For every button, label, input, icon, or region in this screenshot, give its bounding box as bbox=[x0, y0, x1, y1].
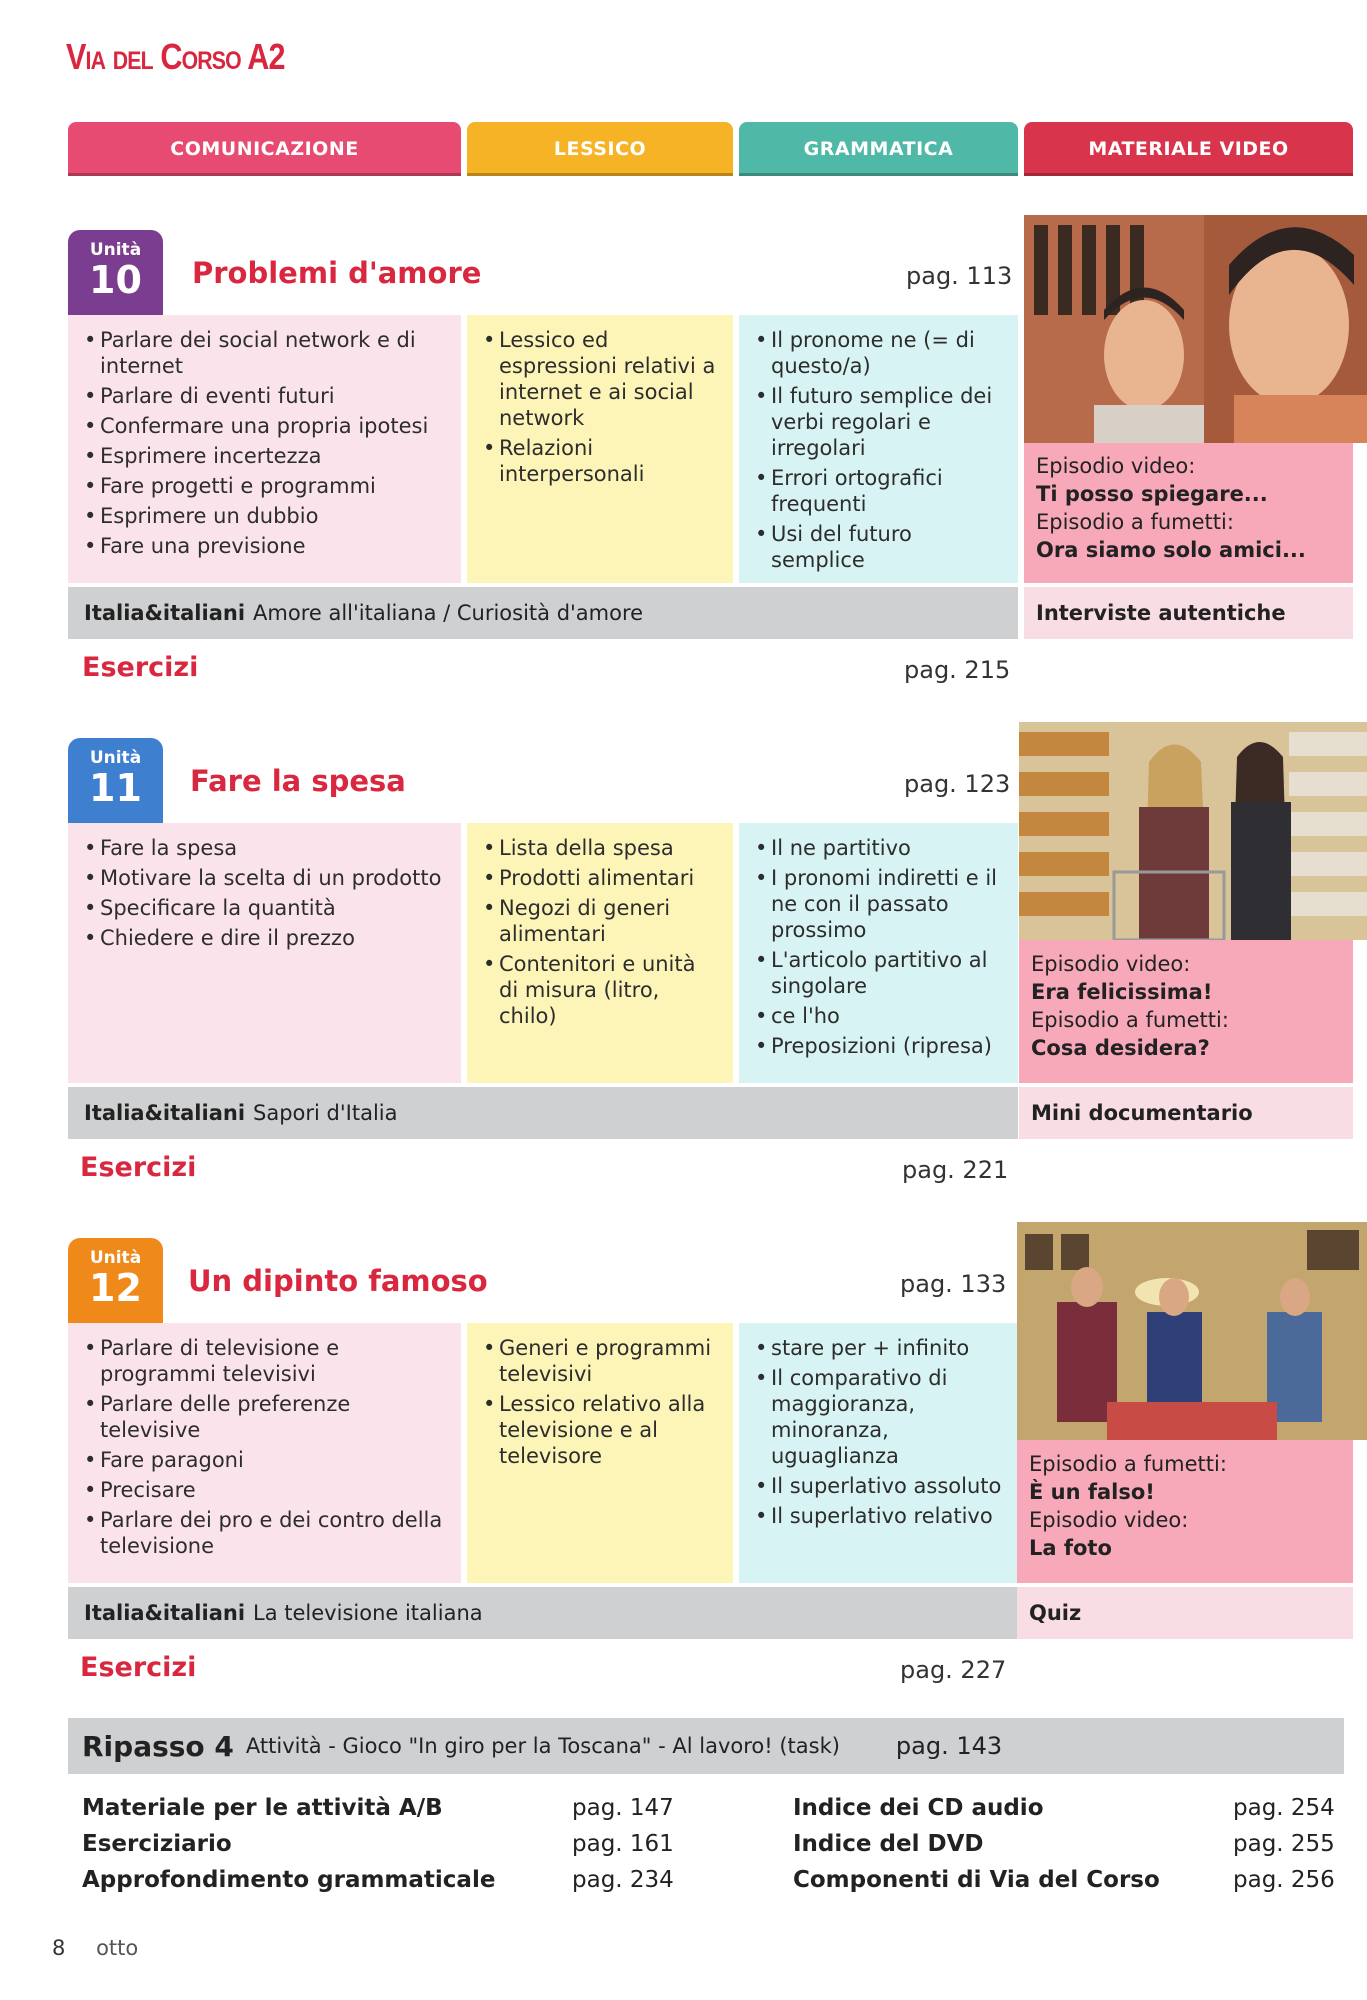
list-item: • Fare progetti e programmi bbox=[82, 473, 449, 499]
video-extra: Mini documentario bbox=[1019, 1087, 1353, 1139]
esercizi-label: Esercizi bbox=[80, 1652, 197, 1683]
comic-title: Cosa desidera? bbox=[1031, 1036, 1210, 1060]
index-page: pag. 234 bbox=[572, 1867, 674, 1893]
unit-title: Fare la spesa bbox=[190, 764, 406, 798]
italia-label: Italia&italiani bbox=[84, 601, 246, 625]
unit-page: pag. 133 bbox=[900, 1270, 1007, 1298]
comic-label: Episodio a fumetti: bbox=[1031, 1008, 1229, 1032]
supermarket-photo bbox=[1019, 722, 1367, 940]
comic-title: Ora siamo solo amici... bbox=[1036, 538, 1306, 562]
list-item: • Fare una previsione bbox=[82, 533, 449, 559]
index-row bbox=[793, 1862, 1353, 1898]
comunicazione-column bbox=[68, 1323, 461, 1583]
comic-title: È un falso! bbox=[1029, 1480, 1155, 1504]
page-footer bbox=[52, 1936, 138, 1960]
ripasso-page: pag. 143 bbox=[895, 1732, 1003, 1760]
list-item: • Il superlativo assoluto bbox=[753, 1473, 1006, 1499]
video-extra: Quiz bbox=[1017, 1587, 1353, 1639]
italia-italiani-strip bbox=[68, 1587, 1018, 1639]
comic-label: Episodio a fumetti: bbox=[1029, 1452, 1227, 1476]
grammatica-column bbox=[739, 823, 1018, 1083]
list-item: • Lista della spesa bbox=[481, 835, 721, 861]
page-word: otto bbox=[96, 1936, 139, 1960]
list-item: • Preposizioni (ripresa) bbox=[753, 1033, 1006, 1059]
index-left bbox=[82, 1790, 682, 1898]
unit-page: pag. 113 bbox=[906, 262, 1013, 290]
list-item: • Negozi di generi alimentari bbox=[481, 895, 721, 947]
italia-label: Italia&italiani bbox=[84, 1601, 246, 1625]
list-item: • Il superlativo relativo bbox=[753, 1503, 1006, 1529]
comic-label: Episodio a fumetti: bbox=[1036, 510, 1234, 534]
list-item: • Il ne partitivo bbox=[753, 835, 1006, 861]
list-item: • Confermare una propria ipotesi bbox=[82, 413, 449, 439]
unit-badge bbox=[68, 738, 163, 823]
list-item: • Generi e programmi televisivi bbox=[481, 1335, 721, 1387]
esercizi-label: Esercizi bbox=[80, 1152, 197, 1183]
italia-italiani-strip bbox=[68, 587, 1018, 639]
ripasso-bar bbox=[68, 1718, 1344, 1774]
list-item: • Prodotti alimentari bbox=[481, 865, 721, 891]
video-label: Episodio video: bbox=[1036, 454, 1196, 478]
header-comunicazione: COMUNICAZIONE bbox=[68, 122, 461, 176]
header-lessico: LESSICO bbox=[467, 122, 733, 176]
unit-label: Unità bbox=[89, 748, 142, 768]
ripasso-title: Ripasso 4 bbox=[82, 1729, 234, 1763]
list-item: • Il comparativo di maggioranza, minoranza, uguaglianza bbox=[753, 1365, 1006, 1469]
video-label: Episodio video: bbox=[1031, 952, 1191, 976]
italia-text: Amore all'italiana / Curiosità d'amore bbox=[253, 601, 644, 625]
index-page: pag. 256 bbox=[1233, 1867, 1335, 1893]
italia-text: La televisione italiana bbox=[253, 1601, 483, 1625]
index-row bbox=[793, 1826, 1353, 1862]
lessico-column bbox=[467, 315, 733, 583]
grammatica-column bbox=[739, 315, 1018, 583]
list-item: • Usi del futuro semplice bbox=[753, 521, 1006, 573]
index-row bbox=[82, 1826, 682, 1862]
index-name: Approfondimento grammaticale bbox=[82, 1867, 496, 1893]
unit-title: Un dipinto famoso bbox=[188, 1264, 488, 1298]
unit-number: 11 bbox=[89, 766, 142, 810]
italia-text: Sapori d'Italia bbox=[253, 1101, 398, 1125]
header-grammatica: GRAMMATICA bbox=[739, 122, 1018, 176]
page-number: 8 bbox=[52, 1936, 66, 1960]
index-name: Indice del DVD bbox=[793, 1831, 984, 1857]
list-item: • Contenitori e unità di misura (litro, chilo) bbox=[481, 951, 721, 1029]
esercizi-page: pag. 215 bbox=[904, 656, 1011, 684]
ripasso-text: Attività - Gioco "In giro per la Toscana" - Al lavoro! (task) bbox=[245, 1734, 840, 1758]
list-item: • Fare paragoni bbox=[82, 1447, 449, 1473]
list-item: • Esprimere un dubbio bbox=[82, 503, 449, 529]
index-name: Componenti di Via del Corso bbox=[793, 1867, 1160, 1893]
unit-label: Unità bbox=[89, 240, 142, 260]
lessico-column bbox=[467, 1323, 733, 1583]
unit-number: 10 bbox=[89, 258, 142, 302]
list-item: • stare per + infinito bbox=[753, 1335, 1006, 1361]
list-item: • Parlare di televisione e programmi televisivi bbox=[82, 1335, 449, 1387]
comunicazione-column bbox=[68, 823, 461, 1083]
list-item: • I pronomi indiretti e il ne con il passato prossimo bbox=[753, 865, 1006, 943]
list-item: • Motivare la scelta di un prodotto bbox=[82, 865, 449, 891]
esercizi-page: pag. 227 bbox=[900, 1656, 1007, 1684]
list-item: • Relazioni interpersonali bbox=[481, 435, 721, 487]
unit-badge bbox=[68, 230, 163, 315]
list-item: • Specificare la quantità bbox=[82, 895, 449, 921]
video-label: Episodio video: bbox=[1029, 1508, 1189, 1532]
list-item: • Chiedere e dire il prezzo bbox=[82, 925, 449, 951]
index-page: pag. 147 bbox=[572, 1795, 674, 1821]
italia-label: Italia&italiani bbox=[84, 1101, 246, 1125]
list-item: • Errori ortografici frequenti bbox=[753, 465, 1006, 517]
list-item: • Esprimere incertezza bbox=[82, 443, 449, 469]
index-row bbox=[82, 1790, 682, 1826]
header-materiale-video: MATERIALE VIDEO bbox=[1024, 122, 1353, 176]
italia-italiani-strip bbox=[68, 1087, 1018, 1139]
list-item: • Parlare di eventi futuri bbox=[82, 383, 449, 409]
index-right bbox=[793, 1790, 1353, 1898]
unit-page: pag. 123 bbox=[904, 770, 1011, 798]
index-page: pag. 161 bbox=[572, 1831, 674, 1857]
index-name: Materiale per le attività A/B bbox=[82, 1795, 443, 1821]
comunicazione-column bbox=[68, 315, 461, 583]
comic-illustration bbox=[1017, 1222, 1367, 1440]
list-item: • Il futuro semplice dei verbi regolari e irregolari bbox=[753, 383, 1006, 461]
esercizi-page: pag. 221 bbox=[902, 1156, 1009, 1184]
unit-number: 12 bbox=[89, 1266, 142, 1310]
list-item: • Parlare delle preferenze televisive bbox=[82, 1391, 449, 1443]
unit-label: Unità bbox=[89, 1248, 142, 1268]
video-title: Era felicissima! bbox=[1031, 980, 1213, 1004]
index-page: pag. 254 bbox=[1233, 1795, 1335, 1821]
lessico-column bbox=[467, 823, 733, 1083]
video-text bbox=[1024, 452, 1353, 564]
list-item: • ce l'ho bbox=[753, 1003, 1006, 1029]
video-text bbox=[1019, 950, 1353, 1062]
list-item: • Parlare dei pro e dei contro della televisione bbox=[82, 1507, 449, 1559]
list-item: • Fare la spesa bbox=[82, 835, 449, 861]
unit-badge bbox=[68, 1238, 163, 1323]
list-item: • L'articolo partitivo al singolare bbox=[753, 947, 1006, 999]
list-item: • Parlare dei social network e di internet bbox=[82, 327, 449, 379]
video-title: Ti posso spiegare... bbox=[1036, 482, 1268, 506]
index-name: Eserciziario bbox=[82, 1831, 232, 1857]
video-title: La foto bbox=[1029, 1536, 1112, 1560]
index-page: pag. 255 bbox=[1233, 1831, 1335, 1857]
list-item: • Lessico ed espressioni relativi a internet e ai social network bbox=[481, 327, 721, 431]
esercizi-label: Esercizi bbox=[82, 652, 199, 683]
video-text bbox=[1017, 1450, 1353, 1562]
unit-title: Problemi d'amore bbox=[192, 256, 482, 290]
list-item: • Il pronome ne (= di questo/a) bbox=[753, 327, 1006, 379]
list-item: • Lessico relativo alla televisione e al televisore bbox=[481, 1391, 721, 1469]
brand-title: Via del Corso A2 bbox=[66, 36, 285, 77]
comic-illustration bbox=[1024, 215, 1367, 443]
video-extra: Interviste autentiche bbox=[1024, 587, 1353, 639]
index-row bbox=[82, 1862, 682, 1898]
grammatica-column bbox=[739, 1323, 1018, 1583]
index-row bbox=[793, 1790, 1353, 1826]
index-name: Indice dei CD audio bbox=[793, 1795, 1044, 1821]
list-item: • Precisare bbox=[82, 1477, 449, 1503]
